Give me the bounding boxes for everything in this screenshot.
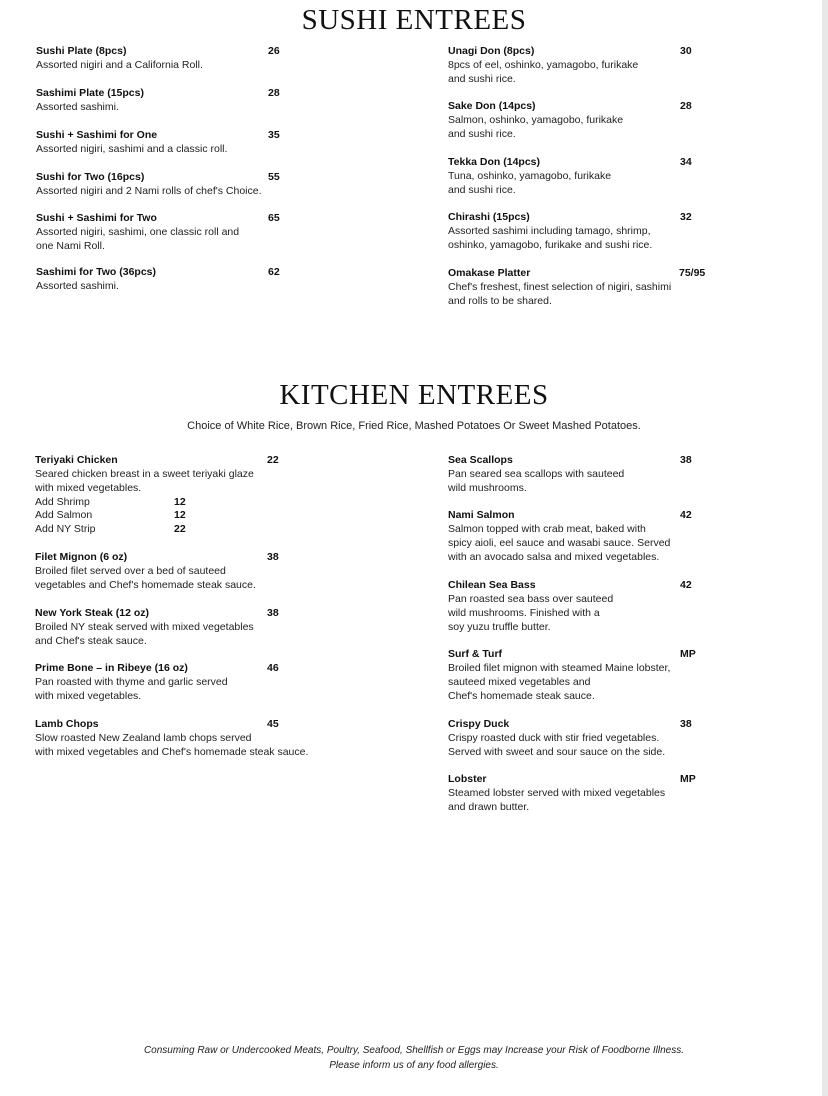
addon-label: Add NY Strip: [35, 523, 96, 535]
item-price: MP: [680, 773, 696, 785]
item-price: 42: [680, 509, 692, 521]
item-description: Broiled filet served over a bed of sauteed vegetables and Chef's homemade steak sauce.: [35, 565, 256, 591]
item-name: New York Steak (12 oz): [35, 607, 149, 619]
menu-item: [448, 717, 676, 759]
item-description: Assorted nigiri, sashimi and a classic roll.: [36, 143, 228, 155]
menu-item: [35, 606, 275, 648]
item-description: Assorted sashimi including tamago, shrimp, oshinko, yamagobo, furikake and sushi rice.: [448, 225, 653, 251]
menu-item: [36, 44, 266, 72]
item-price: 28: [680, 100, 692, 112]
item-price: 42: [680, 579, 692, 591]
addon-price: 12: [174, 496, 186, 508]
item-name: Nami Salmon: [448, 509, 515, 521]
item-description: Salmon, oshinko, yamagobo, furikake and sushi rice.: [448, 114, 624, 140]
menu-item: [448, 772, 676, 814]
item-name: Lamb Chops: [35, 718, 99, 730]
item-price: 30: [680, 45, 692, 57]
item-name: Sake Don (14pcs): [448, 100, 536, 112]
item-price: 35: [268, 129, 280, 141]
menu-item: [448, 99, 676, 141]
item-description: Crispy roasted duck with stir fried vegetables. Served with sweet and sour sauce on the side.: [448, 732, 666, 758]
item-description: Pan seared sea scallops with sauteed wild mushrooms.: [448, 468, 625, 494]
item-price: 28: [268, 87, 280, 99]
kitchen-entrees-title: KITCHEN ENTREES: [279, 379, 549, 411]
item-price: 75/95: [679, 267, 706, 279]
item-name: Crispy Duck: [448, 718, 510, 730]
menu-item: [448, 155, 676, 197]
menu-item: [448, 266, 680, 308]
allergy-note: Please inform us of any food allergies.: [329, 1060, 499, 1071]
item-name: Sushi for Two (16pcs): [36, 171, 145, 183]
item-price: 38: [267, 607, 279, 619]
addon-label: Add Salmon: [35, 509, 93, 521]
item-description: Slow roasted New Zealand lamb chops served with mixed vegetables and Chef's homemade steak sauce.: [35, 732, 309, 758]
item-description: Assorted nigiri and a California Roll.: [36, 59, 203, 71]
item-price: 62: [268, 266, 280, 278]
menu-item: [35, 453, 265, 495]
menu-item: [35, 661, 265, 703]
item-name: Sashimi for Two (36pcs): [36, 266, 156, 278]
addon-label: Add Shrimp: [35, 496, 90, 508]
item-name: Unagi Don (8pcs): [448, 45, 535, 57]
item-price: 45: [267, 718, 279, 730]
item-description: Broiled filet mignon with steamed Maine lobster, sauteed mixed vegetables and Chef's homemade steak sauce.: [448, 662, 671, 702]
addon-price: 22: [174, 523, 186, 535]
item-price: 38: [267, 551, 279, 563]
item-price: 22: [267, 454, 279, 466]
menu-item: [36, 86, 266, 114]
menu-item: [36, 128, 266, 156]
menu-item: [448, 44, 676, 86]
item-price: 46: [267, 662, 279, 674]
sushi-entrees-title: SUSHI ENTREES: [301, 4, 527, 36]
item-description: Assorted nigiri and 2 Nami rolls of chef's Choice.: [36, 185, 262, 197]
item-price: 34: [680, 156, 692, 168]
item-description: 8pcs of eel, oshinko, yamagobo, furikake and sushi rice.: [448, 59, 639, 85]
menu-item: [448, 453, 676, 495]
menu-item: [36, 170, 276, 198]
item-description: Steamed lobster served with mixed vegetables and drawn butter.: [448, 787, 666, 813]
item-name: Chilean Sea Bass: [448, 579, 536, 591]
item-name: Sushi + Sashimi for One: [36, 129, 158, 141]
menu-item: [448, 578, 676, 634]
item-name: Sushi + Sashimi for Two: [36, 212, 157, 224]
item-name: Prime Bone – in Ribeye (16 oz): [35, 662, 188, 674]
item-name: Sea Scallops: [448, 454, 513, 466]
item-description: Assorted sashimi.: [36, 280, 119, 292]
menu-item: [35, 717, 335, 759]
menu-item: [448, 647, 680, 703]
item-name: Tekka Don (14pcs): [448, 156, 541, 168]
item-price: 65: [268, 212, 280, 224]
item-name: Filet Mignon (6 oz): [35, 551, 128, 563]
menu-item: [448, 508, 676, 564]
item-description: Salmon topped with crab meat, baked with spicy aioli, eel sauce and wasabi sauce. Served with an avocado salsa and mixed vegetables.: [448, 523, 671, 563]
item-price: 26: [268, 45, 280, 57]
item-description: Tuna, oshinko, yamagobo, furikake and sushi rice.: [448, 170, 612, 196]
item-name: Chirashi (15pcs): [448, 211, 530, 223]
item-name: Sashimi Plate (15pcs): [36, 87, 144, 99]
item-description: Pan roasted sea bass over sauteed wild mushrooms. Finished with a soy yuzu truffle butter.: [448, 593, 614, 633]
item-name: Sushi Plate (8pcs): [36, 45, 127, 57]
item-name: Lobster: [448, 773, 487, 785]
item-price: 55: [268, 171, 280, 183]
item-price: 38: [680, 454, 692, 466]
item-description: Chef's freshest, finest selection of nigiri, sashimi and rolls to be shared.: [448, 281, 672, 307]
allergy-disclaimer: [0, 1043, 828, 1073]
kitchen-subtitle: Choice of White Rice, Brown Rice, Fried Rice, Mashed Potatoes Or Sweet Mashed Potatoes.: [187, 420, 641, 432]
item-price: 38: [680, 718, 692, 730]
item-description: Broiled NY steak served with mixed vegetables and Chef's steak sauce.: [35, 621, 254, 647]
item-name: Omakase Platter: [448, 267, 531, 279]
disclaimer-line: Consuming Raw or Undercooked Meats, Poultry, Seafood, Shellfish or Eggs may Increase your Risk of Foodborne Illness.: [143, 1045, 685, 1056]
item-name: Surf & Turf: [448, 648, 503, 660]
menu-item: [36, 211, 266, 253]
menu-item: [36, 265, 266, 293]
addon-price: 12: [174, 509, 186, 521]
item-description: Assorted nigiri, sashimi, one classic roll and one Nami Roll.: [36, 226, 240, 252]
item-price: 32: [680, 211, 692, 223]
item-description: Seared chicken breast in a sweet teriyaki glaze with mixed vegetables.: [35, 468, 254, 494]
menu-item: [448, 210, 676, 252]
item-description: Pan roasted with thyme and garlic served with mixed vegetables.: [35, 676, 228, 702]
menu-item: [35, 550, 275, 592]
item-description: Assorted sashimi.: [36, 101, 119, 113]
item-name: Teriyaki Chicken: [35, 454, 118, 466]
item-price: MP: [680, 648, 696, 660]
